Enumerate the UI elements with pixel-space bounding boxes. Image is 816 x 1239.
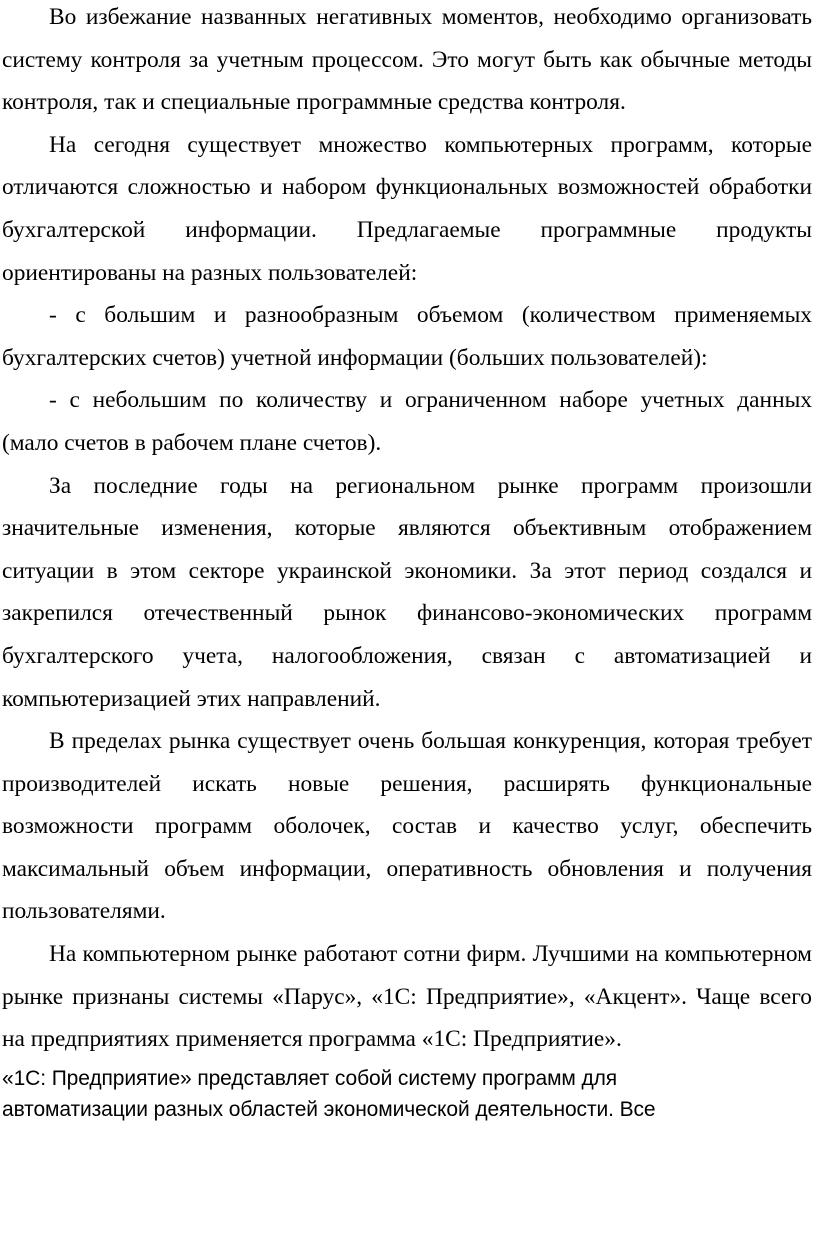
paragraph-1c-description bbox=[2, 1063, 812, 1125]
paragraph-1c-line-1: «1С: Предприятие» представляет собой систему программ для bbox=[2, 1066, 618, 1090]
paragraph-competition: В пределах рынка существует очень большая конкуренция, которая требует производителей искать новые решения, расширять функциональные возможности программ оболочек, состав и качество услуг, обеспечить максимальный объем информации, оперативность обновления и получения пользователями. bbox=[2, 728, 812, 925]
paragraph-large-users: - с большим и разнообразным объемом (количеством применяемых бухгалтерских счетов) учетной информации (больших пользователей): bbox=[2, 302, 812, 371]
paragraph-control-system: Во избежание названных негативных моментов, необходимо организовать систему контроля за учетным процессом. Это могут быть как обычные методы контроля, так и специальные программные средства контроля. bbox=[2, 4, 812, 116]
paragraph-leading-systems: На компьютерном рынке работают сотни фирм. Лучшими на компьютерном рынке признаны системы «Парус», «1С: Предприятие», «Акцент». Чаще всего на предприятиях применяется программа «1С: Предприятие». bbox=[2, 941, 812, 1053]
paragraph-1c-line-2: автоматизации разных областей экономической деятельности. Все bbox=[2, 1097, 656, 1121]
paragraph-software-overview: На сегодня существует множество компьютерных программ, которые отличаются сложностью и набором функциональных возможностей обработки бухгалтерской информации. Предлагаемые программные продукты ориентированы на разных пользователей: bbox=[2, 131, 812, 286]
paragraph-small-users: - с небольшим по количеству и ограниченном наборе учетных данных (мало счетов в рабочем плане счетов). bbox=[2, 387, 812, 456]
paragraph-regional-market: За последние годы на региональном рынке программ произошли значительные изменения, которые являются объективным отображением ситуации в этом секторе украинской экономики. За этот период создался и закрепился отечественный рынок финансово-экономических программ бухгалтерского учета, налогообложения, связан с автоматизацией и компьютеризацией этих направлений. bbox=[2, 472, 812, 712]
